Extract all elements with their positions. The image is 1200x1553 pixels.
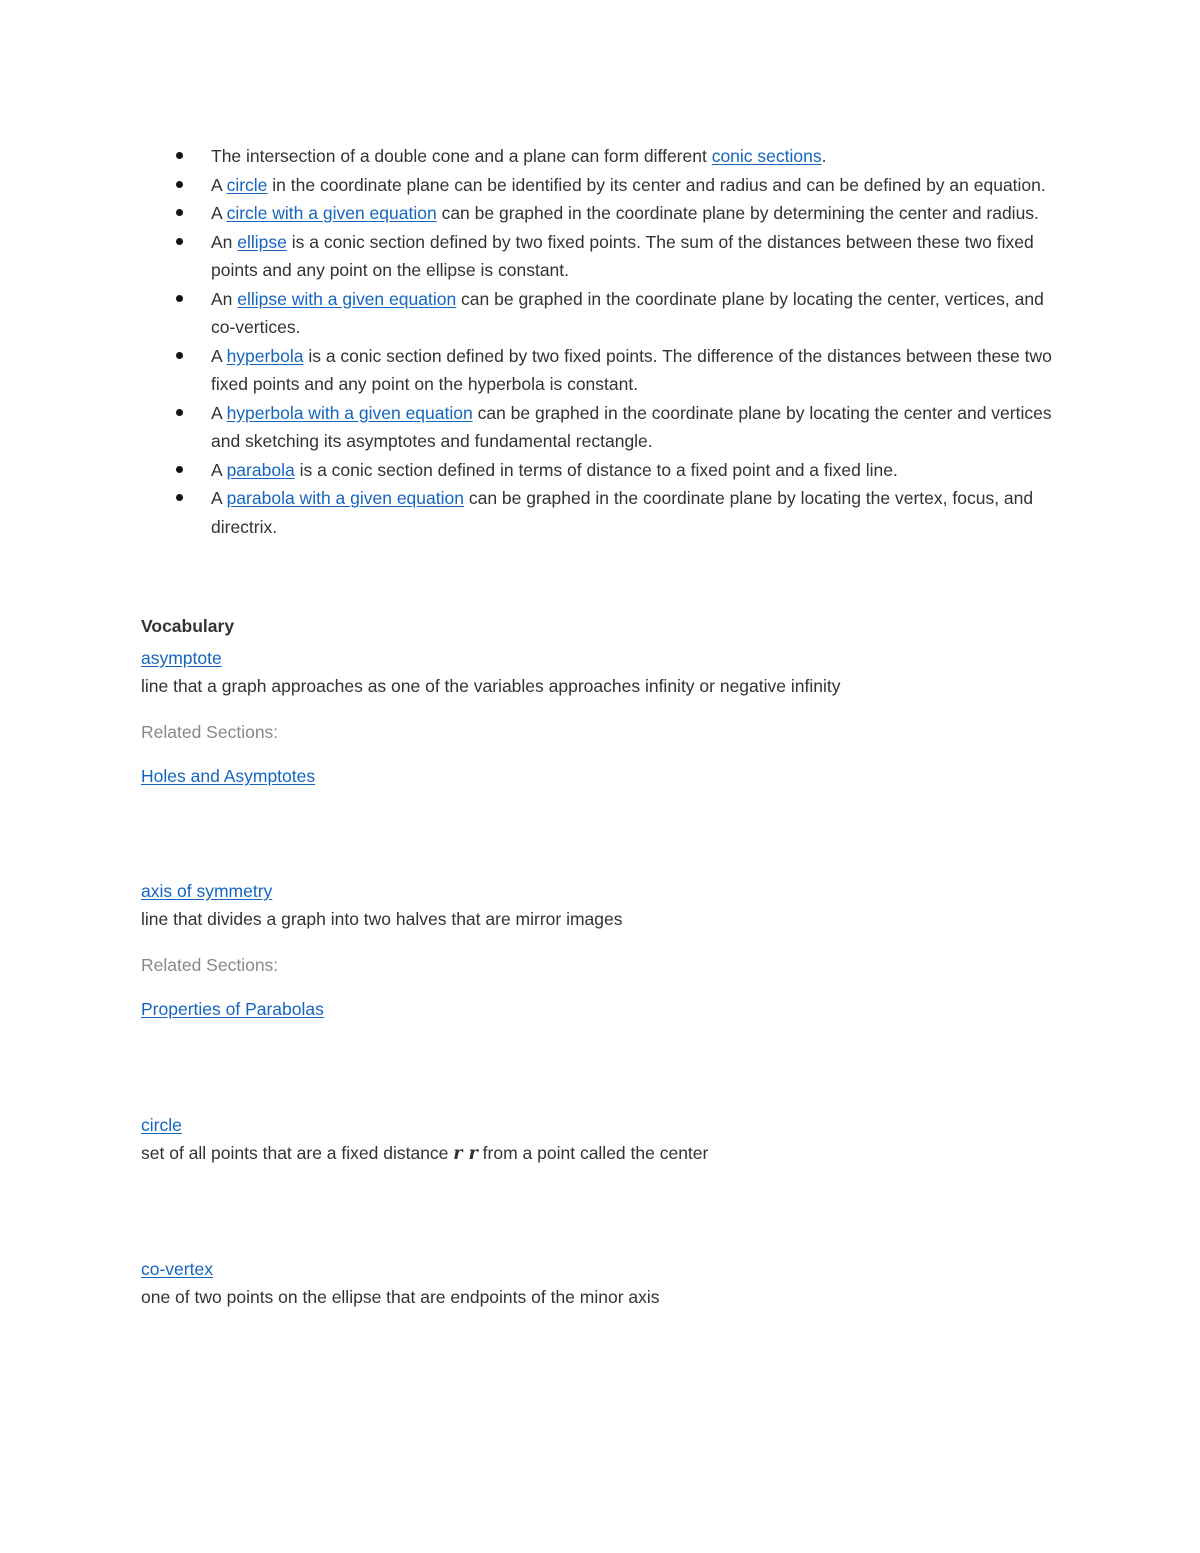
term-definition: line that divides a graph into two halves that are mirror images [141, 909, 623, 929]
bullet-item [170, 285, 1070, 342]
bullet-dot-icon [176, 494, 183, 501]
bullet-item [170, 142, 1070, 171]
bullet-dot-icon [176, 295, 183, 302]
bullet-item [170, 171, 1070, 200]
bullet-text: in the coordinate plane can be identified by its center and radius and can be defined by an equation. [267, 174, 1046, 195]
link-circle[interactable]: circle [226, 174, 268, 195]
link-parabola-with-given-equation[interactable]: parabola with a given equation [226, 488, 464, 508]
bullet-text: An [211, 288, 238, 309]
definition-text: set of all points that are a fixed distance [141, 1143, 454, 1163]
link-hyperbola-with-given-equation[interactable]: hyperbola with a given equation [226, 402, 473, 423]
bullet-item [170, 199, 1070, 228]
bullet-item [170, 228, 1070, 285]
bullet-dot-icon [176, 238, 183, 245]
bullet-dot-icon [176, 352, 183, 359]
related-sections-label: Related Sections: [141, 722, 279, 742]
bullet-item [170, 342, 1070, 399]
bullet-text: A [211, 402, 227, 423]
bullet-dot-icon [176, 466, 183, 473]
vocabulary-heading: Vocabulary [141, 616, 235, 636]
vocab-term-asymptote [141, 644, 1091, 700]
bullet-text: A [211, 203, 227, 223]
bullet-dot-icon [176, 209, 183, 216]
link-parabola[interactable]: parabola [226, 459, 295, 480]
term-definition: one of two points on the ellipse that are endpoints of the minor axis [141, 1287, 660, 1307]
bullet-text: can be graphed in the coordinate plane by locating the center, vertices, and co-vertices. [211, 288, 1044, 337]
bullet-text: can be graphed in the coordinate plane by locating the vertex, focus, and directrix. [211, 488, 1034, 537]
related-sections-label: Related Sections: [141, 955, 279, 975]
link-circle-with-given-equation[interactable]: circle with a given equation [226, 203, 437, 223]
link-conic-sections[interactable]: conic sections [711, 146, 822, 166]
bullet-text: The intersection of a double cone and a plane can form different [211, 146, 712, 166]
related-link-holes-and-asymptotes[interactable]: Holes and Asymptotes [141, 766, 316, 786]
bullet-item [170, 456, 1070, 485]
bullet-text: A [211, 174, 227, 195]
vocab-term-axis-of-symmetry [141, 877, 1091, 933]
related-section-item [141, 995, 1091, 1023]
term-link-circle[interactable]: circle [141, 1115, 182, 1135]
term-link-co-vertex[interactable]: co-vertex [141, 1259, 213, 1279]
term-definition: line that a graph approaches as one of the variables approaches infinity or negative infinity [141, 676, 841, 696]
bullet-dot-icon [176, 152, 183, 159]
bullet-text: is a conic section defined by two fixed points. The difference of the distances between these two fixed points and any point on the hyperbola is constant. [211, 345, 1052, 394]
bullet-text: A [211, 459, 227, 480]
link-ellipse[interactable]: ellipse [237, 231, 287, 252]
related-section-item [141, 762, 1091, 790]
bullet-item [170, 399, 1070, 456]
term-link-axis-of-symmetry[interactable]: axis of symmetry [141, 881, 273, 901]
vocab-term-circle [141, 1111, 1091, 1168]
link-hyperbola[interactable]: hyperbola [226, 345, 304, 366]
bullet-item [170, 484, 1070, 541]
bullet-text: is a conic section defined in terms of distance to a fixed point and a fixed line. [294, 459, 898, 480]
bullet-text: A [211, 488, 227, 508]
bullet-text: can be graphed in the coordinate plane by locating the center and vertices and sketching its asymptotes and fundamental rectangle. [211, 402, 1052, 451]
math-variable-r: r r [453, 1144, 478, 1164]
vocab-term-co-vertex [141, 1255, 1091, 1311]
bullet-text: . [821, 146, 827, 166]
summary-bullet-list [170, 142, 1070, 541]
link-ellipse-with-given-equation[interactable]: ellipse with a given equation [237, 288, 457, 309]
term-definition [141, 1139, 1091, 1168]
term-link-asymptote[interactable]: asymptote [141, 648, 222, 668]
related-link-properties-of-parabolas[interactable]: Properties of Parabolas [141, 999, 324, 1019]
bullet-dot-icon [176, 181, 183, 188]
bullet-text: An [211, 231, 238, 252]
bullet-text: can be graphed in the coordinate plane by determining the center and radius. [436, 203, 1039, 223]
definition-text: from a point called the center [477, 1143, 709, 1163]
bullet-text: A [211, 345, 227, 366]
bullet-dot-icon [176, 409, 183, 416]
bullet-text: is a conic section defined by two fixed points. The sum of the distances between these two fixed points and any point on the ellipse is constant. [211, 231, 1034, 280]
